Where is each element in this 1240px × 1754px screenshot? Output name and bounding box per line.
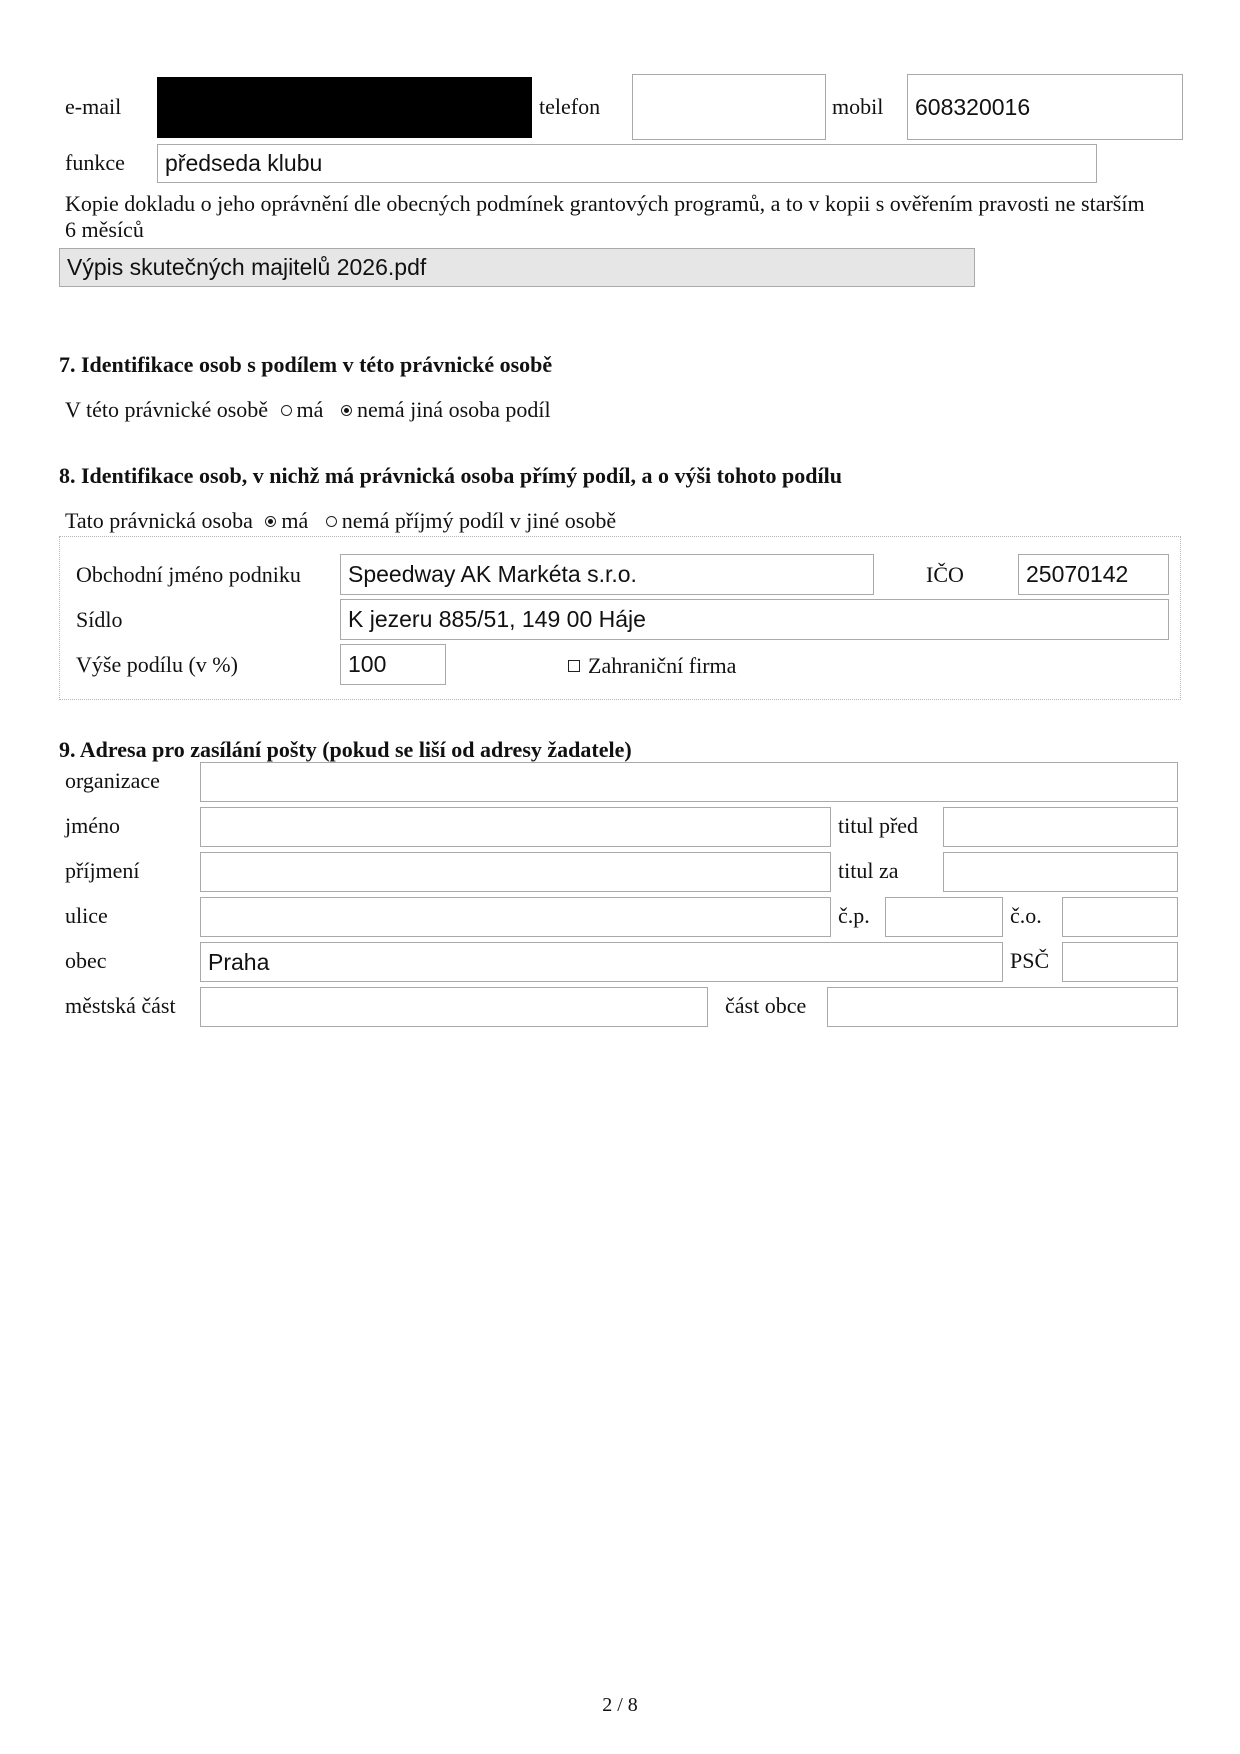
section-8-heading: 8. Identifikace osob, v nichž má právnická osoba přímý podíl, a o výši tohoto podílu	[59, 463, 842, 488]
mobil-label: mobil	[832, 94, 884, 119]
section-8-prefix: Tato právnická osoba	[65, 508, 253, 533]
jmeno-field[interactable]	[200, 807, 831, 847]
vyse-podilu-field[interactable]: 100	[340, 644, 446, 685]
attachment-field[interactable]: Výpis skutečných majitelů 2026.pdf	[59, 248, 975, 287]
cast-obce-field[interactable]	[827, 987, 1178, 1027]
psc-label: PSČ	[1010, 948, 1050, 973]
kopie-dokladu-text: Kopie dokladu o jeho oprávnění dle obecných podmínek grantových programů, a to v kopii s ověřením pravosti ne starším 6 měsíců	[65, 191, 1145, 242]
telefon-field[interactable]	[632, 74, 826, 140]
ulice-field[interactable]	[200, 897, 831, 937]
titul-za-label: titul za	[838, 858, 899, 883]
section-7-options	[65, 397, 551, 423]
radio-7-ma-label: má	[296, 397, 324, 422]
radio-7-nema[interactable]	[341, 405, 352, 416]
zahranicni-firma	[568, 653, 736, 679]
titul-pred-field[interactable]	[943, 807, 1178, 847]
mestska-cast-field[interactable]	[200, 987, 708, 1027]
organizace-label: organizace	[65, 768, 160, 793]
zahranicni-firma-checkbox[interactable]	[568, 660, 580, 672]
cp-label: č.p.	[838, 903, 870, 928]
obchodni-jmeno-field[interactable]: Speedway AK Markéta s.r.o.	[340, 554, 874, 595]
obec-label: obec	[65, 948, 107, 973]
co-field[interactable]	[1062, 897, 1178, 937]
sidlo-field[interactable]: K jezeru 885/51, 149 00 Háje	[340, 599, 1169, 640]
section-9-heading: 9. Adresa pro zasílání pošty (pokud se liší od adresy žadatele)	[59, 737, 632, 762]
section-7-prefix: V této právnické osobě	[65, 397, 269, 422]
email-label: e-mail	[65, 94, 122, 119]
ulice-label: ulice	[65, 903, 108, 928]
obec-field[interactable]: Praha	[200, 942, 1003, 982]
zahranicni-firma-label: Zahraniční firma	[588, 653, 737, 678]
section-8-options	[65, 508, 616, 534]
ico-field[interactable]: 25070142	[1018, 554, 1169, 595]
ico-label: IČO	[926, 562, 964, 587]
section-7-heading: 7. Identifikace osob s podílem v této právnické osobě	[59, 352, 553, 377]
prijmeni-label: příjmení	[65, 858, 140, 883]
co-label: č.o.	[1010, 903, 1042, 928]
radio-8-ma-label: má	[281, 508, 309, 533]
mobil-field[interactable]: 608320016	[907, 74, 1183, 140]
titul-za-field[interactable]	[943, 852, 1178, 892]
cast-obce-label: část obce	[725, 993, 807, 1018]
radio-8-nema-label: nemá příjmý podíl v jiné osobě	[341, 508, 617, 533]
telefon-label: telefon	[539, 94, 601, 119]
funkce-label: funkce	[65, 150, 125, 175]
psc-field[interactable]	[1062, 942, 1178, 982]
radio-8-ma[interactable]	[265, 516, 276, 527]
email-field-redacted[interactable]	[157, 77, 532, 138]
titul-pred-label: titul před	[838, 813, 919, 838]
radio-7-nema-label: nemá jiná osoba podíl	[356, 397, 551, 422]
organizace-field[interactable]	[200, 762, 1178, 802]
cp-field[interactable]	[885, 897, 1003, 937]
jmeno-label: jméno	[65, 813, 120, 838]
funkce-field[interactable]: předseda klubu	[157, 144, 1097, 183]
page-number: 2 / 8	[602, 1694, 638, 1716]
obchodni-jmeno-label: Obchodní jméno podniku	[76, 562, 301, 587]
prijmeni-field[interactable]	[200, 852, 831, 892]
radio-7-ma[interactable]	[281, 405, 292, 416]
vyse-podilu-label: Výše podílu (v %)	[76, 652, 238, 677]
radio-8-nema[interactable]	[326, 516, 337, 527]
mestska-cast-label: městská část	[65, 993, 176, 1018]
sidlo-label: Sídlo	[76, 607, 123, 632]
